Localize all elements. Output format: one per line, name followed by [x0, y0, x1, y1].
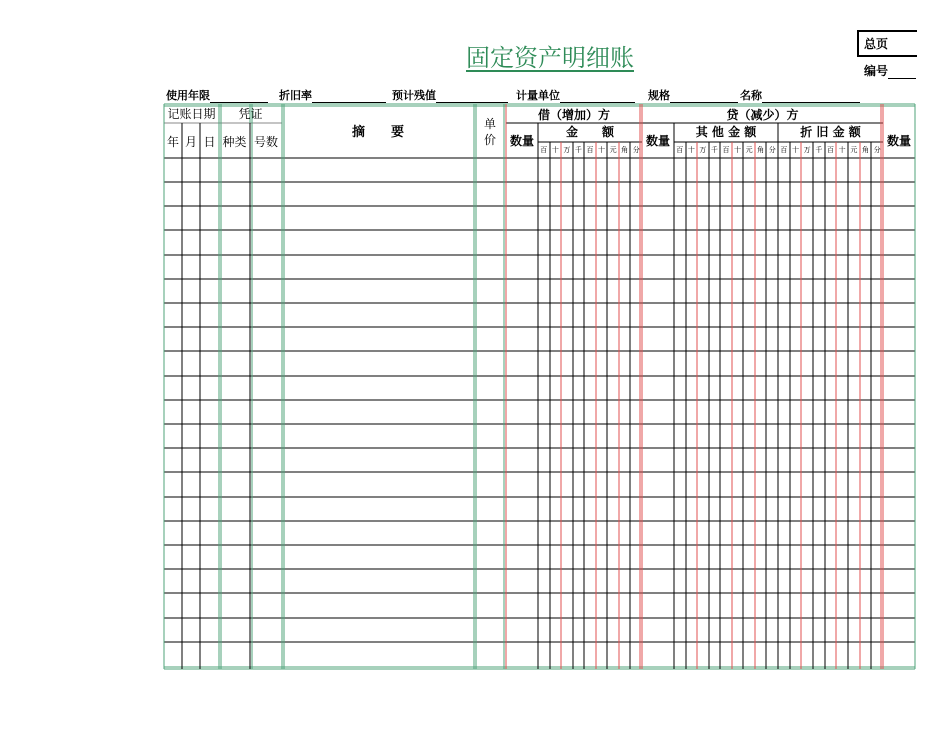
unit-price-header-1: 单 [483, 117, 496, 131]
spec-label: 规格 [648, 89, 670, 102]
total-page-label: 总页 [864, 37, 889, 51]
depreciation-rate-label: 折旧率 [279, 89, 312, 102]
debit-amount-digit-label: 万 [563, 146, 571, 154]
other-amount-digit-label: 十 [734, 146, 742, 154]
credit-quantity-header: 数量 [645, 134, 670, 148]
serial-label: 编号 [864, 64, 889, 78]
debit-quantity-header: 数量 [509, 134, 534, 148]
other-amount-digit-label: 百 [722, 146, 730, 154]
debit-amount-digit-label: 元 [609, 146, 617, 154]
summary-header: 摘 要 [351, 125, 404, 140]
kind-header: 种类 [222, 135, 247, 149]
unit-label: 计量单位 [516, 89, 560, 102]
other-amount-header: 其 他 金 额 [695, 125, 757, 139]
credit-header: 贷（减少）方 [726, 108, 799, 122]
depreciation-amount-digit-label: 万 [803, 146, 811, 154]
name-label: 名称 [740, 89, 762, 102]
year-header: 年 [166, 135, 179, 149]
debit-amount-digit-label: 十 [551, 146, 559, 154]
debit-amount-digit-label: 千 [574, 146, 582, 154]
service-life-label: 使用年限 [166, 89, 210, 102]
residual-value-label: 预计残值 [392, 89, 436, 102]
other-amount-digit-label: 元 [745, 146, 753, 154]
depreciation-amount-digit-label: 分 [873, 146, 881, 154]
month-header: 月 [184, 135, 197, 149]
other-amount-digit-label: 分 [768, 146, 776, 154]
depreciation-amount-digit-label: 元 [850, 146, 858, 154]
depreciation-amount-digit-label: 百 [780, 146, 788, 154]
depreciation-amount-digit-label: 十 [838, 146, 846, 154]
debit-amount-digit-label: 角 [621, 146, 629, 154]
other-amount-digit-label: 角 [757, 146, 765, 154]
depreciation-amount-header: 折 旧 金 额 [800, 125, 861, 139]
debit-amount-digit-label: 百 [586, 146, 594, 154]
depreciation-amount-digit-label: 十 [791, 146, 799, 154]
page-title: 固定资产明细账 [466, 44, 634, 72]
other-amount-digit-label: 百 [676, 146, 684, 154]
day-header: 日 [203, 135, 216, 149]
depreciation-amount-digit-label: 角 [861, 146, 869, 154]
voucher-header: 凭证 [238, 107, 263, 121]
debit-amount-digit-label: 分 [632, 146, 640, 154]
entry-date-header: 记账日期 [167, 107, 216, 121]
depreciation-amount-digit-label: 千 [815, 146, 823, 154]
depreciation-amount-digit-label: 百 [826, 146, 834, 154]
other-amount-digit-label: 千 [710, 146, 718, 154]
debit-amount-header: 金 额 [565, 125, 614, 139]
debit-amount-digit-label: 十 [598, 146, 606, 154]
debit-amount-digit-label: 百 [540, 146, 548, 154]
number-header: 号数 [253, 135, 278, 149]
balance-quantity-header: 数量 [886, 134, 911, 148]
debit-header: 借（增加）方 [537, 108, 610, 122]
unit-price-header-2: 价 [483, 133, 496, 147]
other-amount-digit-label: 万 [699, 146, 707, 154]
other-amount-digit-label: 十 [687, 146, 695, 154]
